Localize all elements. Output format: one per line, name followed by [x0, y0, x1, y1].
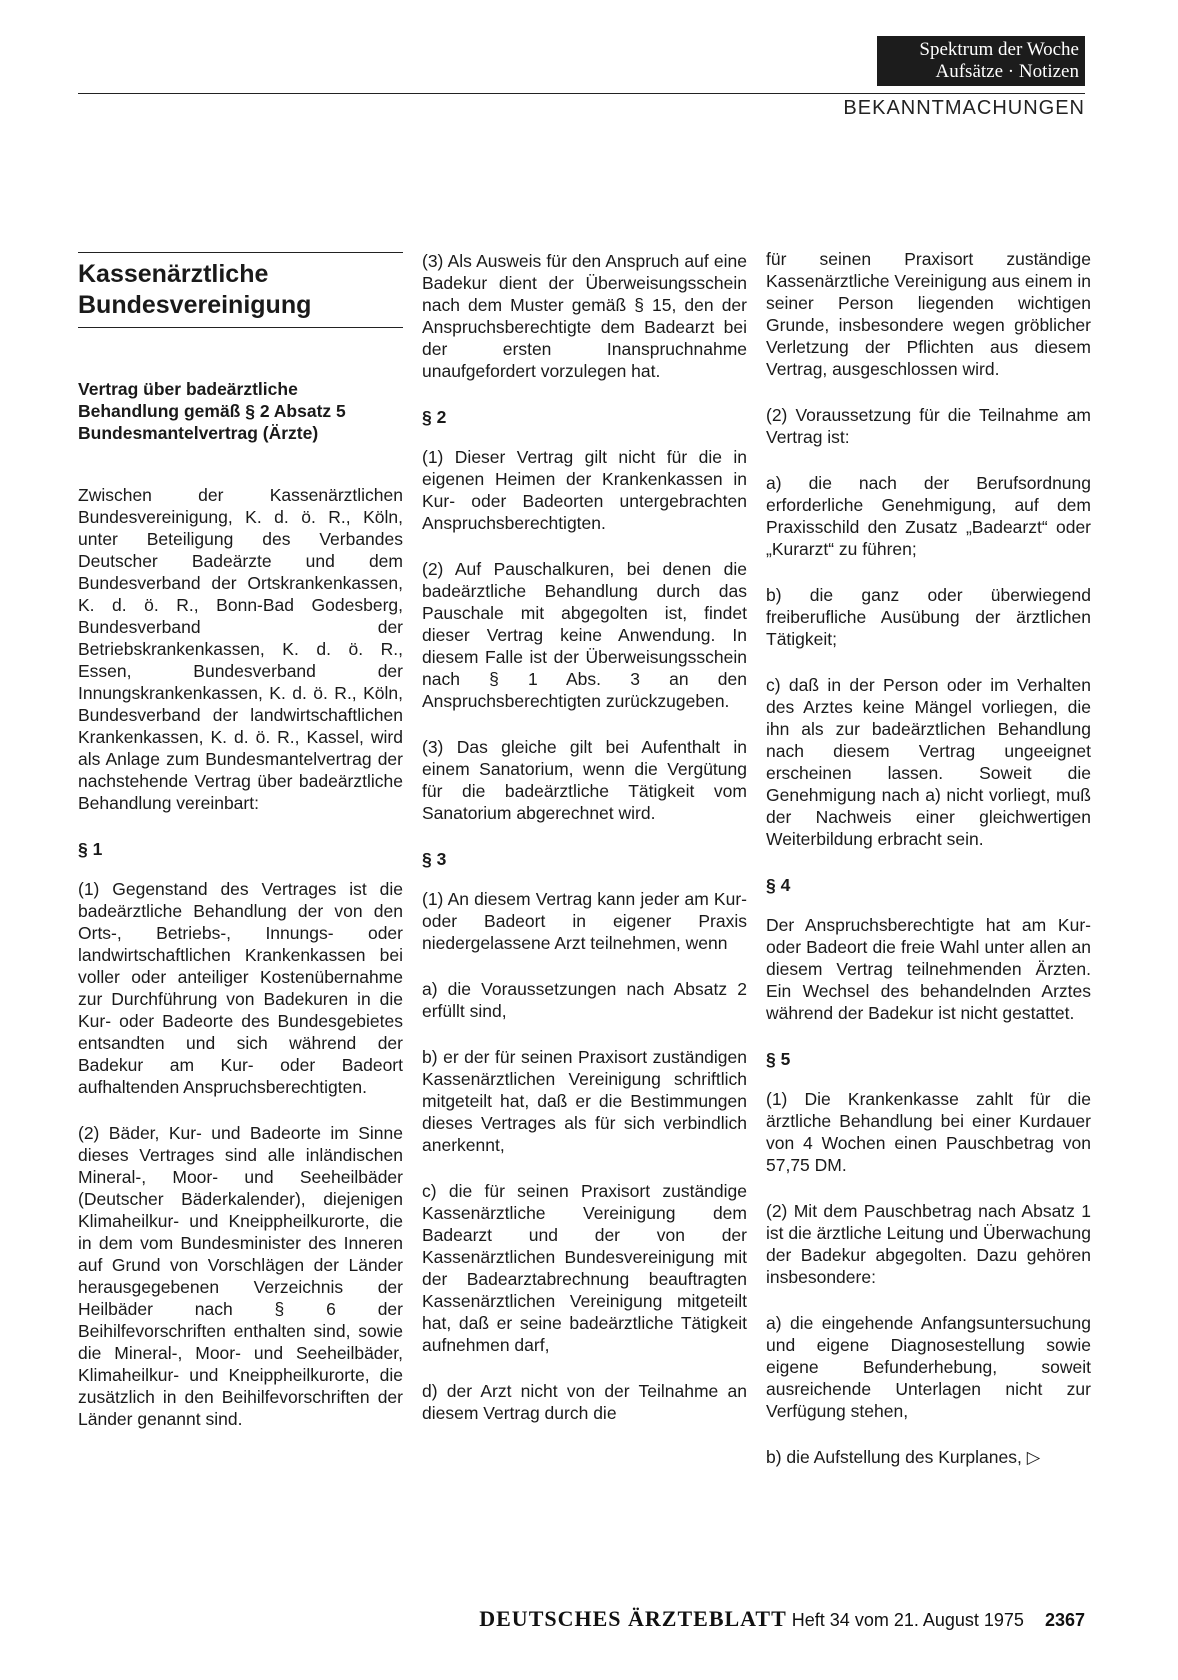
section-heading: § 5: [766, 1049, 791, 1069]
paragraph: a) die Voraussetzungen nach Absatz 2 erfüllt sind,: [422, 979, 747, 1021]
paragraph: b) die ganz oder überwiegend freiberufliche Ausübung der ärztlichen Tätigkeit;: [766, 585, 1091, 649]
paragraph: c) daß in der Person oder im Verhalten des Arztes keine Mängel vorliegen, die ihn als zur badeärztlichen Behandlung nach diesem Vertrag ungeeignet erscheinen lassen. Soweit die Genehmigung nach a) nicht vorliegt, muß der Nachweis einer gleichwertigen Weiterbildung erbracht sein.: [766, 675, 1091, 849]
section-heading: § 1: [78, 839, 103, 859]
article-subtitle: Vertrag über badeärztliche Behandlung gemäß § 2 Absatz 5 Bundesmantelvertrag (Ärzte): [78, 379, 346, 443]
paragraph: b) die Aufstellung des Kurplanes, ▷: [766, 1447, 1041, 1467]
journal-masthead: DEUTSCHES ÄRZTEBLATT: [479, 1606, 787, 1631]
article-title: [78, 253, 403, 327]
paragraph: (3) Als Ausweis für den Anspruch auf eine Badekur dient der Überweisungsschein nach dem Muster gemäß § 15, den der Anspruchsberechtigte dem Badearzt bei der ersten Inanspruchnahme unaufgefordert vorzulegen hat.: [422, 251, 747, 381]
paragraph: Zwischen der Kassenärztlichen Bundesvereinigung, K. d. ö. R., Köln, unter Beteiligung des Verbandes Deutscher Badeärzte und dem Bundesverband der Ortskrankenkassen, K. d. ö. R., Bonn-Bad Godesberg, Bundesverband der Betriebskrankenkassen, K. d. ö. R., Essen, Bundesverband der Innungskrankenkassen, K. d. ö. R., Köln, Bundesverband der landwirtschaftlichen Krankenkassen, K. d. ö. R., Kassel, wird als Anlage zum Bundesmantelvertrag der nachstehende Vertrag über badeärztliche Behandlung vereinbart:: [78, 485, 403, 813]
section-label: BEKANNTMACHUNGEN: [843, 97, 1085, 119]
section-heading: § 2: [422, 407, 447, 427]
column-2-body: [422, 250, 747, 1424]
issue-info: Heft 34 vom 21. August 1975: [791, 1610, 1024, 1630]
paragraph: (1) Die Krankenkasse zahlt für die ärztliche Behandlung bei einer Kurdauer von 4 Wochen einen Pauschbetrag von 57,75 DM.: [766, 1089, 1091, 1175]
paragraph: (2) Mit dem Pauschbetrag nach Absatz 1 ist die ärztliche Leitung und Überwachung der Badekur abgegolten. Dazu gehören insbesondere:: [766, 1201, 1091, 1287]
paragraph: (2) Auf Pauschalkuren, bei denen die badeärztliche Behandlung durch das Pauschale mit abgegolten ist, findet dieser Vertrag keine Anwendung. In diesem Falle ist der Überweisungsschein nach § 1 Abs. 3 an den Anspruchsberechtigten zurückzugeben.: [422, 559, 747, 711]
column-3-body: [766, 248, 1091, 1468]
rubric-box: [877, 36, 1085, 86]
paragraph: (2) Voraussetzung für die Teilnahme am Vertrag ist:: [766, 405, 1091, 447]
paragraph: für seinen Praxisort zuständige Kassenärztliche Vereinigung aus einem in seiner Person liegenden wichtigen Grunde, insbesondere wegen gröblicher Verletzung der Pflichten aus diesem Vertrag, ausgeschlossen wird.: [766, 249, 1091, 379]
paragraph: a) die eingehende Anfangsuntersuchung und eigene Diagnosestellung sowie eigene Befunderhebung, soweit ausreichende Unterlagen nicht zur Verfügung stehen,: [766, 1313, 1091, 1421]
section-heading: § 3: [422, 849, 447, 869]
header-rule: [78, 93, 1085, 94]
paragraph: Der Anspruchsberechtigte hat am Kur- oder Badeort die freie Wahl unter allen an diesem Vertrag teilnehmenden Ärzten. Ein Wechsel des behandelnden Arztes während der Badekur ist nicht gestattet.: [766, 915, 1091, 1023]
paragraph: (1) An diesem Vertrag kann jeder am Kur- oder Badeort in eigener Praxis niedergelassene Arzt teilnehmen, wenn: [422, 889, 747, 953]
column-1: [78, 252, 403, 1454]
title-bottom-rule: [78, 327, 403, 328]
column-2: [422, 250, 747, 1448]
paragraph: d) der Arzt nicht von der Teilnahme an diesem Vertrag durch die: [422, 1381, 747, 1423]
paragraph: b) er der für seinen Praxisort zuständigen Kassenärztlichen Vereinigung schriftlich mitgeteilt hat, daß er die Bestimmungen dieses Vertrages als für sich verbindlich anerkennt,: [422, 1047, 747, 1155]
column-1-body: [78, 484, 403, 1430]
paragraph: (1) Gegenstand des Vertrages ist die badeärztliche Behandlung der von den Orts-, Betriebs-, Innungs- oder landwirtschaftlichen Krankenkassen bei voller oder anteiliger Kostenübernahme zur Durchführung von Badekuren in die Kur- oder Badeorte des Bundesgebietes entsandten und sich während der Badekur am Kur- oder Badeort aufhaltenden Anspruchsberechtigten.: [78, 879, 403, 1097]
rubric-line-1: Spektrum der Woche: [919, 39, 1079, 60]
paragraph: c) die für seinen Praxisort zuständige Kassenärztliche Vereinigung dem Badearzt und der von der Kassenärztlichen Bundesvereinigung mit der Badearztabrechnung beauftragten Kassenärztlichen Vereinigung mitgeteilt hat, daß er seine badeärztliche Tätigkeit aufnehmen darf,: [422, 1181, 747, 1355]
section-heading: § 4: [766, 875, 791, 895]
paragraph: (1) Dieser Vertrag gilt nicht für die in eigenen Heimen der Krankenkassen in Kur- oder Badeorten untergebrachten Anspruchsberechtigten.: [422, 447, 747, 533]
paragraph: (2) Bäder, Kur- und Badeorte im Sinne dieses Vertrages sind alle inländischen Mineral-, Moor- und Seeheilbäder (Deutscher Bäderkalender), diejenigen Klimaheilkur- und Kneippheilkurorte, die in dem vom Bundesminister des Inneren auf Grund von Vorschlägen der Länder herausgegebenen Verzeichnis der Heilbäder nach § 6 der Beihilfevorschriften enthalten sind, sowie die Mineral-, Moor- und Seeheilbäder, Klimaheilkur- und Kneippheilkurorte, die zusätzlich in den Beihilfevorschriften der Länder genannt sind.: [78, 1123, 403, 1429]
page-footer: [479, 1606, 1085, 1632]
paragraph: a) die nach der Berufsordnung erforderliche Genehmigung, auf dem Praxisschild den Zusatz „Badearzt“ oder „Kurarzt“ zu führen;: [766, 473, 1091, 559]
title-line-2: Bundesvereinigung: [78, 291, 312, 319]
column-3: [766, 248, 1091, 1492]
page-number: 2367: [1044, 1610, 1085, 1630]
rubric-line-2: Aufsätze · Notizen: [935, 61, 1079, 82]
title-line-1: Kassenärztliche: [78, 260, 269, 288]
paragraph: (3) Das gleiche gilt bei Aufenthalt in einem Sanatorium, wenn die Vergütung für die badeärztliche Tätigkeit vom Sanatorium abgerechnet wird.: [422, 737, 747, 823]
